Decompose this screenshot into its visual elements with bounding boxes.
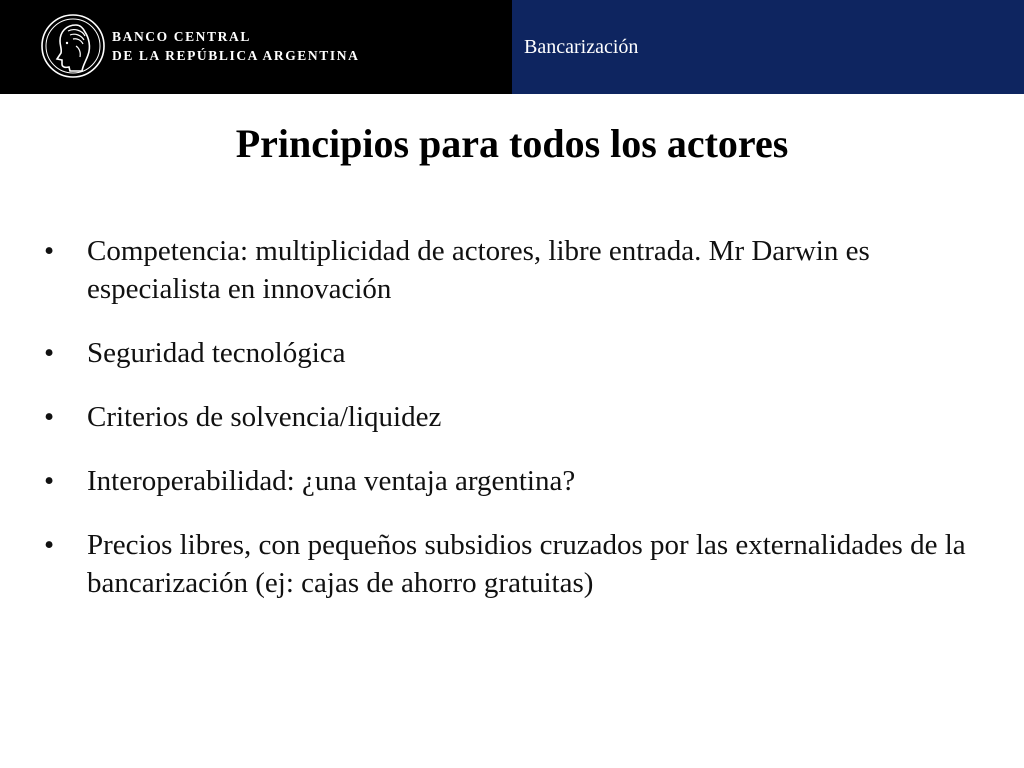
section-label: Bancarización [524, 36, 639, 58]
bullet-text: Precios libres, con pequeños subsidios cruzados por las externalidades de la bancarización (ej: cajas de ahorro gratuitas) [87, 529, 966, 599]
logo-area [0, 0, 512, 94]
bullet-text: Criterios de solvencia/liquidez [87, 401, 442, 433]
bullet-item [44, 398, 984, 436]
bullet-text: Interoperabilidad: ¿una ventaja argentina? [87, 465, 576, 497]
bullet-item [44, 334, 984, 372]
slide-title: Principios para todos los actores [235, 121, 789, 166]
bullet-text: Seguridad tecnológica [87, 337, 346, 369]
bullet-icon: • [44, 337, 55, 369]
bank-name-line2: DE LA REPÚBLICA ARGENTINA [112, 48, 360, 63]
bullet-icon: • [44, 401, 55, 433]
bullet-icon: • [44, 465, 55, 497]
bullet-item [44, 462, 984, 500]
bullet-icon: • [44, 235, 55, 267]
bank-name-line1: BANCO CENTRAL [112, 29, 251, 44]
bullet-item [44, 232, 984, 308]
bullet-list [44, 232, 984, 602]
bcra-seal-icon [40, 13, 106, 79]
section-area [512, 0, 1024, 94]
header-bar [0, 0, 1024, 94]
bullet-icon: • [44, 529, 55, 561]
bullet-item [44, 526, 984, 602]
bullet-text: Competencia: multiplicidad de actores, libre entrada. Mr Darwin es especialista en innovación [87, 235, 870, 305]
bank-name [112, 27, 359, 65]
